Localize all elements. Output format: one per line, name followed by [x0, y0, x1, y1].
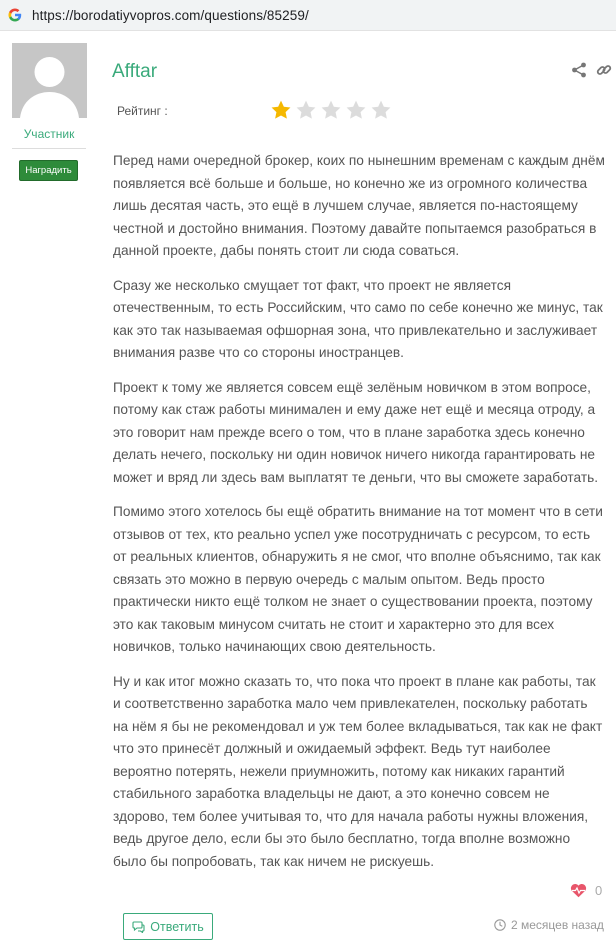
star-empty-icon[interactable] [320, 99, 342, 121]
star-empty-icon[interactable] [370, 99, 392, 121]
avatar[interactable] [12, 43, 87, 118]
rating-stars[interactable] [270, 99, 392, 121]
rating-label: Рейтинг : [117, 104, 168, 118]
divider [12, 148, 86, 149]
comment-icon [132, 921, 145, 933]
like-control[interactable] [570, 883, 602, 898]
reply-button[interactable] [123, 913, 213, 940]
clock-icon [494, 919, 506, 931]
star-empty-icon[interactable] [295, 99, 317, 121]
post-time [494, 918, 604, 932]
star-filled-icon[interactable] [270, 99, 292, 121]
share-icon[interactable] [571, 62, 587, 78]
post-paragraph: Ну и как итог можно сказать то, что пока что проект в плане как работы, так и соответственно заработка мало чем привлекателен, поскольку работать на нём я бы не рекомендовал и уж тем более вкладываться, так как не факт что это принесёт должный и ожидаемый эффект. Ведь тут наиболее вероятно потерять, нежели приумножить, потому как никаких гарантий стабильного заработка владельцы не дают, а это конечно совсем не здорово, тем более учитывая то, что для начала работы нужны вложения, ведь другое дело, если бы это было бесплатно, тогда вполне возможно было бы попробовать, так как ничем не рискуешь. [113, 673, 603, 869]
heart-icon[interactable] [570, 883, 587, 898]
post-paragraph: Помимо этого хотелось бы ещё обратить внимание на тот момент что в сети отзывов от тех, кто реально успел уже посотрудничать с ресурсом, то есть от реальных клиентов, обнаружить я не смог, что вполне объяснимо, так как связать это можно в первую очередь с малым опытом. Ведь просто практически никто ещё толком не знает о существовании проекта, поэтому это как таковым минусом считать не стоит и характерно это для всех новичков, только начинающих свою деятельность. [113, 504, 603, 654]
post-paragraph: Сразу же несколько смущает тот факт, что проект не является отечественным, то есть Российским, что само по себе конечно же минус, так как это так называемая офшорная зона, что привлекательно и заслуживает внимания разве что со стороны иностранцев. [113, 277, 603, 360]
reply-label: Ответить [150, 919, 204, 934]
post-paragraph: Проект к тому же является совсем ещё зелёным новичком в этом вопросе, потому как стаж работы минимален и ему даже нет ещё и месяца отроду, а это говорит нам прежде всего о том, что в плане заработка здесь конечно делать нечего, поскольку ни один новичок ничего никогда гарантировать не может и вряд ли здесь вам выплатят те деньги, что вы сможете заработать. [113, 379, 599, 485]
user-role: Участник [23, 127, 75, 141]
address-bar[interactable] [0, 0, 616, 31]
time-text: 2 месяцев назад [511, 918, 604, 932]
author-name[interactable]: Afftar [112, 61, 158, 82]
url-text: https://borodatiyvopros.com/questions/85259/ [32, 7, 309, 23]
post-content [113, 150, 605, 885]
google-icon [8, 8, 22, 22]
link-icon[interactable] [596, 62, 612, 78]
likes-count: 0 [595, 883, 603, 898]
award-button[interactable]: Наградить [19, 160, 78, 181]
star-empty-icon[interactable] [345, 99, 367, 121]
post-paragraph: Перед нами очередной брокер, коих по нынешним временам с каждым днём появляется всё больше и больше, но конечно же из огромного количества лишь десятая часть, это ещё в лучшем случае, является по-настоящему честной и достойно внимания. Поэтому давайте попытаемся разобраться в данной проекте, дабы понять стоит ли сюда соваться. [113, 153, 605, 258]
